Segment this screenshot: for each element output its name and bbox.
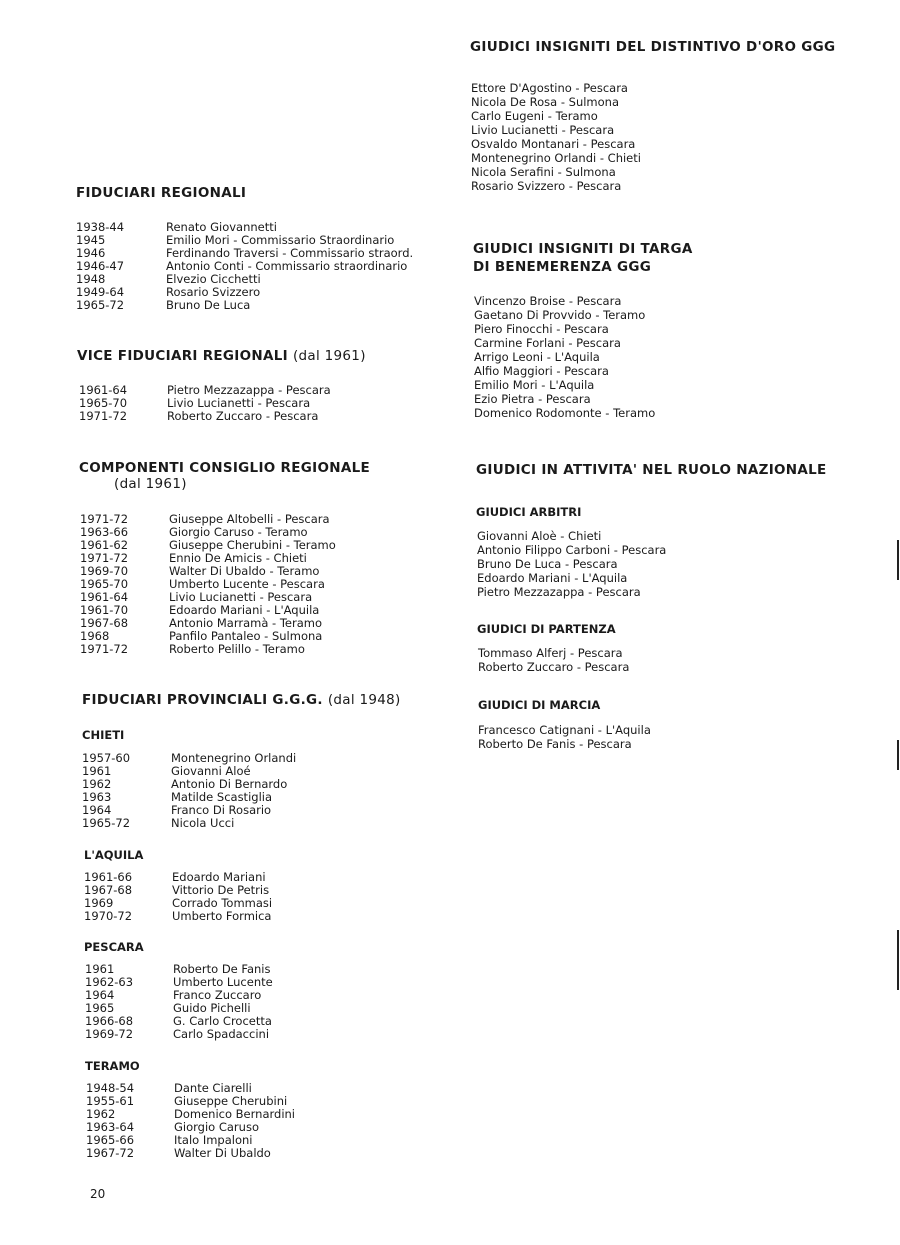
row-year: 1961-64 <box>79 383 128 397</box>
row-year: 1948 <box>76 272 106 286</box>
scan-edge-mark <box>897 540 899 580</box>
list-row <box>84 910 414 923</box>
teramo-list <box>86 1082 416 1160</box>
row-year: 1969-70 <box>80 564 129 578</box>
section-title: COMPONENTI CONSIGLIO REGIONALE <box>79 460 371 476</box>
row-year: 1961 <box>82 764 112 778</box>
list-row <box>76 299 456 312</box>
province-label: PESCARA <box>84 940 144 954</box>
row-year: 1965-72 <box>82 816 131 830</box>
row-name: Nicola Ucci <box>171 816 235 830</box>
row-year: 1961-66 <box>84 870 133 884</box>
row-name: Walter Di Ubaldo - Teramo <box>169 564 320 578</box>
scan-edge-mark <box>897 930 899 990</box>
list-item: Giovanni Aloè - Chieti <box>477 529 602 543</box>
list-item: Arrigo Leoni - L'Aquila <box>474 350 600 364</box>
row-year: 1971-72 <box>79 409 128 423</box>
province-aquila <box>84 848 143 862</box>
list-item: Gaetano Di Provvido - Teramo <box>474 308 646 322</box>
subsection-label: GIUDICI ARBITRI <box>476 505 582 519</box>
distintivo-list <box>471 81 641 193</box>
section-title: VICE FIDUCIARI REGIONALI <box>77 348 288 364</box>
section-title: GIUDICI IN ATTIVITA' NEL RUOLO NAZIONALE <box>476 462 827 478</box>
chieti-list <box>82 752 412 830</box>
province-chieti <box>82 728 124 742</box>
section-title-line2: DI BENEMERENZA GGG <box>473 259 652 275</box>
row-year: 1961-62 <box>80 538 129 552</box>
list-row <box>79 410 449 423</box>
list-item: Alfio Maggiori - Pescara <box>474 364 609 378</box>
partenza-list <box>478 646 629 674</box>
list-item: Carlo Eugeni - Teramo <box>471 109 598 123</box>
subsection-partenza <box>477 622 616 636</box>
list-item: Vincenzo Broise - Pescara <box>474 294 622 308</box>
row-year: 1963 <box>82 790 112 804</box>
row-name: Emilio Mori - Commissario Straordinario <box>166 233 395 247</box>
row-name: Giorgio Caruso <box>174 1120 259 1134</box>
row-name: Edoardo Mariani <box>172 870 266 884</box>
list-item: Edoardo Mariani - L'Aquila <box>477 571 628 585</box>
row-year: 1967-68 <box>84 883 133 897</box>
row-year: 1969 <box>84 896 114 910</box>
row-name: Ennio De Amicis - Chieti <box>169 551 307 565</box>
list-item: Livio Lucianetti - Pescara <box>471 123 615 137</box>
list-row <box>82 804 412 817</box>
section-title-note: (dal 1961) <box>292 348 366 364</box>
province-label: CHIETI <box>82 728 125 742</box>
arbitri-list <box>477 529 666 599</box>
row-name: Giuseppe Cherubini - Teramo <box>169 538 336 552</box>
row-name: Rosario Svizzero <box>166 285 261 299</box>
row-year: 1964 <box>85 988 115 1002</box>
row-year: 1969-72 <box>85 1027 134 1041</box>
row-name: Corrado Tommasi <box>172 896 273 910</box>
section-title-note: (dal 1961) <box>114 476 187 492</box>
row-name: Umberto Lucente <box>173 975 273 989</box>
row-name: Antonio Marramà - Teramo <box>169 616 323 630</box>
row-name: Montenegrino Orlandi <box>171 751 297 765</box>
list-item: Piero Finocchi - Pescara <box>474 322 609 336</box>
row-name: Guido Pichelli <box>173 1001 251 1015</box>
row-year: 1965-66 <box>86 1133 135 1147</box>
list-row <box>86 1147 416 1160</box>
row-name: Giovanni Aloé <box>171 764 251 778</box>
section-fiduciari-regionali <box>76 185 246 201</box>
section-attivita <box>476 462 827 478</box>
row-name: Roberto Pelillo - Teramo <box>169 642 305 656</box>
row-name: Roberto Zuccaro - Pescara <box>167 409 319 423</box>
section-fiduciari-provinciali <box>82 692 401 708</box>
row-year: 1970-72 <box>84 909 133 923</box>
row-year: 1971-72 <box>80 551 129 565</box>
province-label: TERAMO <box>85 1059 140 1073</box>
row-name: Domenico Bernardini <box>174 1107 295 1121</box>
row-name: Livio Lucianetti - Pescara <box>167 396 311 410</box>
row-name: Antonio Conti - Commissario straordinario <box>166 259 408 273</box>
row-year: 1946-47 <box>76 259 125 273</box>
row-year: 1965-72 <box>76 298 125 312</box>
row-name: Livio Lucianetti - Pescara <box>169 590 313 604</box>
row-year: 1949-64 <box>76 285 125 299</box>
list-item: Ettore D'Agostino - Pescara <box>471 81 628 95</box>
list-row <box>80 643 450 656</box>
page-number: 20 <box>90 1187 106 1201</box>
section-title: FIDUCIARI PROVINCIALI G.G.G. <box>82 692 323 708</box>
row-name: Pietro Mezzazappa - Pescara <box>167 383 331 397</box>
list-item: Domenico Rodomonte - Teramo <box>474 406 656 420</box>
subsection-arbitri <box>476 505 581 519</box>
row-year: 1963-66 <box>80 525 129 539</box>
row-name: G. Carlo Crocetta <box>173 1014 272 1028</box>
list-row <box>76 260 456 273</box>
section-distintivo <box>470 39 835 55</box>
marcia-list <box>478 723 651 751</box>
province-label: L'AQUILA <box>84 848 144 862</box>
row-year: 1946 <box>76 246 106 260</box>
consiglio-list <box>80 513 450 656</box>
row-name: Edoardo Mariani - L'Aquila <box>169 603 320 617</box>
section-title-note: (dal 1948) <box>327 692 401 708</box>
row-year: 1964 <box>82 803 112 817</box>
row-year: 1961 <box>85 962 115 976</box>
list-row <box>82 817 412 830</box>
list-item: Montenegrino Orlandi - Chieti <box>471 151 641 165</box>
list-row <box>76 273 456 286</box>
row-name: Italo Impaloni <box>174 1133 253 1147</box>
subsection-label: GIUDICI DI MARCIA <box>478 698 601 712</box>
row-name: Umberto Lucente - Pescara <box>169 577 325 591</box>
row-year: 1963-64 <box>86 1120 135 1134</box>
row-year: 1938-44 <box>76 220 125 234</box>
row-year: 1961-64 <box>80 590 129 604</box>
list-item: Nicola Serafini - Sulmona <box>471 165 616 179</box>
section-vice-fiduciari <box>77 348 366 364</box>
row-name: Matilde Scastiglia <box>171 790 273 804</box>
section-title: GIUDICI INSIGNITI DEL DISTINTIVO D'ORO GGG <box>470 39 836 55</box>
subsection-marcia <box>478 698 600 712</box>
aquila-list <box>84 871 414 923</box>
row-name: Giuseppe Cherubini <box>174 1094 288 1108</box>
row-year: 1945 <box>76 233 106 247</box>
list-item: Francesco Catignani - L'Aquila <box>478 723 651 737</box>
row-name: Roberto De Fanis <box>173 962 271 976</box>
row-year: 1965-70 <box>80 577 129 591</box>
vice-fiduciari-list <box>79 384 449 423</box>
list-item: Antonio Filippo Carboni - Pescara <box>477 543 667 557</box>
row-name: Renato Giovannetti <box>166 220 277 234</box>
section-consiglio-regionale <box>79 460 370 492</box>
row-name: Giuseppe Altobelli - Pescara <box>169 512 330 526</box>
list-row <box>76 286 456 299</box>
subsection-label: GIUDICI DI PARTENZA <box>477 622 616 636</box>
list-item: Pietro Mezzazappa - Pescara <box>477 585 641 599</box>
section-targa <box>473 240 693 276</box>
list-item: Emilio Mori - L'Aquila <box>474 378 595 392</box>
row-name: Carlo Spadaccini <box>173 1027 270 1041</box>
row-year: 1955-61 <box>86 1094 135 1108</box>
province-pescara <box>84 940 144 954</box>
row-year: 1962 <box>82 777 112 791</box>
row-year: 1971-72 <box>80 642 129 656</box>
list-item: Tommaso Alferj - Pescara <box>478 646 623 660</box>
row-year: 1967-72 <box>86 1146 135 1160</box>
targa-list <box>474 294 655 420</box>
row-name: Vittorio De Petris <box>172 883 270 897</box>
row-name: Franco Zuccaro <box>173 988 262 1002</box>
list-item: Ezio Pietra - Pescara <box>474 392 591 406</box>
list-item: Roberto Zuccaro - Pescara <box>478 660 630 674</box>
row-year: 1962 <box>86 1107 116 1121</box>
list-item: Carmine Forlani - Pescara <box>474 336 621 350</box>
row-year: 1971-72 <box>80 512 129 526</box>
row-year: 1957-60 <box>82 751 131 765</box>
list-item: Rosario Svizzero - Pescara <box>471 179 622 193</box>
row-year: 1966-68 <box>85 1014 134 1028</box>
row-year: 1965-70 <box>79 396 128 410</box>
row-year: 1967-68 <box>80 616 129 630</box>
list-item: Roberto De Fanis - Pescara <box>478 737 632 751</box>
section-title: FIDUCIARI REGIONALI <box>76 185 247 201</box>
list-row <box>85 1028 415 1041</box>
list-item: Osvaldo Montanari - Pescara <box>471 137 636 151</box>
fiduciari-regionali-list <box>76 221 456 312</box>
row-name: Umberto Formica <box>172 909 272 923</box>
list-item: Bruno De Luca - Pescara <box>477 557 618 571</box>
province-teramo <box>85 1059 140 1073</box>
row-year: 1968 <box>80 629 110 643</box>
row-name: Franco Di Rosario <box>171 803 272 817</box>
row-name: Giorgio Caruso - Teramo <box>169 525 308 539</box>
row-year: 1962-63 <box>85 975 134 989</box>
row-year: 1948-54 <box>86 1081 135 1095</box>
row-name: Dante Ciarelli <box>174 1081 252 1095</box>
scan-edge-mark <box>897 740 899 770</box>
row-name: Bruno De Luca <box>166 298 251 312</box>
row-name: Panfilo Pantaleo - Sulmona <box>169 629 323 643</box>
section-title-line1: GIUDICI INSIGNITI DI TARGA <box>473 241 693 257</box>
row-name: Walter Di Ubaldo <box>174 1146 271 1160</box>
row-year: 1965 <box>85 1001 115 1015</box>
list-item: Nicola De Rosa - Sulmona <box>471 95 620 109</box>
pescara-list <box>85 963 415 1041</box>
row-name: Ferdinando Traversi - Commissario straord. <box>166 246 414 260</box>
row-name: Elvezio Cicchetti <box>166 272 261 286</box>
row-name: Antonio Di Bernardo <box>171 777 288 791</box>
row-year: 1961-70 <box>80 603 129 617</box>
